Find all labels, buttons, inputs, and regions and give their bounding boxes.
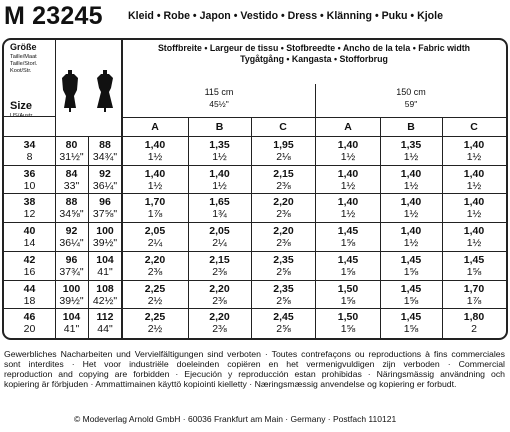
bust-cm: 84	[65, 167, 78, 180]
size-us-value: 10	[23, 179, 36, 192]
yard-value: 2⅛	[276, 151, 291, 163]
yard-value: 1⅝	[340, 294, 356, 307]
column-header-a: A	[151, 121, 159, 133]
size-value: 40	[23, 225, 36, 238]
meter-value: 1,70	[144, 196, 166, 209]
meter-value: 2,05	[209, 225, 230, 238]
column-header-b: B	[407, 121, 415, 133]
row-divider	[4, 280, 506, 281]
bust-in: 36¼"	[59, 237, 84, 250]
pattern-header	[4, 2, 504, 32]
meter-value: 1,40	[144, 167, 166, 180]
hip-in: 41"	[97, 265, 113, 278]
legal-line: Gewerbliches Nacharbeiten und Vervielfältigungen sind verboten · Toutes contrefaçons ou reproductions à fins commerciales	[4, 349, 505, 359]
yard-value: 1½	[340, 208, 356, 221]
yard-value: 1¾	[212, 208, 227, 221]
hip-in: 37⅝"	[92, 208, 118, 221]
bust-in: 33"	[63, 179, 80, 192]
hip-in: 36¼"	[92, 179, 118, 192]
yard-value: 1⅝	[466, 265, 482, 278]
width-150-cm: 150 cm	[396, 87, 426, 97]
meter-value: 2,45	[273, 311, 294, 324]
yardage-table	[2, 38, 508, 340]
bust-in: 34⅝"	[59, 208, 84, 221]
legal-line: reproduction and copying are forbidden · Ejecución y reproducción estan prohibidas · Näringsmässig användning och	[4, 369, 505, 379]
hip-figure-icon	[93, 70, 117, 112]
meter-value: 1,35	[209, 139, 230, 151]
yard-value: 2⅝	[276, 323, 291, 336]
meter-value: 1,65	[209, 196, 230, 209]
row-divider	[4, 116, 55, 117]
size-label: Größe	[10, 42, 37, 52]
yard-value: 2⅜	[276, 237, 291, 250]
yard-value: 2⅝	[276, 294, 291, 307]
meter-value: 1,45	[463, 253, 485, 266]
hip-cm: 112	[96, 311, 114, 324]
meter-value: 1,40	[463, 225, 485, 238]
meter-value: 1,40	[337, 139, 359, 151]
size-value: 42	[23, 253, 36, 266]
yard-value: 1½	[466, 208, 482, 221]
yard-value: 2⅜	[276, 179, 291, 192]
meter-value: 1,50	[337, 311, 359, 324]
row-divider	[4, 251, 506, 252]
yard-value: 1½	[147, 179, 163, 192]
row-divider	[122, 117, 506, 118]
bust-cm: 92	[65, 225, 78, 238]
meter-value: 1,40	[144, 139, 166, 151]
row-divider	[4, 136, 506, 137]
hip-in: 39½"	[92, 237, 118, 250]
meter-value: 2,20	[273, 196, 294, 209]
size-value: 46	[23, 311, 36, 324]
row-divider	[4, 193, 506, 194]
column-header-c: C	[279, 121, 287, 133]
yard-value: 2⅜	[212, 294, 227, 307]
yard-value: 1⅝	[403, 294, 419, 307]
meter-value: 1,40	[337, 167, 359, 180]
meter-value: 1,35	[400, 139, 422, 151]
yard-value: 2½	[147, 294, 163, 307]
bust-in: 37¾"	[59, 265, 84, 278]
fabric-width-title: Stoffbreite • Largeur de tissu • Stofbreedte • Ancho de la tela • Fabric width Tygåtgång • Kangasta • Stofforbrug	[157, 43, 471, 64]
meter-value: 2,05	[144, 225, 166, 238]
row-divider	[4, 222, 506, 223]
column-header-c: C	[470, 121, 478, 133]
bust-in: 31½"	[59, 151, 84, 163]
meter-value: 1,80	[463, 311, 485, 324]
publisher-copyright: © Modeverlag Arnold GmbH · 60036 Frankfurt am Main · Germany · Postfach 110121	[74, 414, 397, 424]
size-sublabel: Taille/Storl.	[10, 61, 38, 67]
column-header-a: A	[344, 121, 352, 133]
hip-cm: 104	[96, 253, 114, 266]
meter-value: 2,15	[209, 253, 230, 266]
hip-in: 42½"	[92, 294, 118, 307]
size-us-value: 8	[26, 151, 33, 163]
yard-value: 1⅞	[147, 208, 163, 221]
bust-figure-icon	[58, 70, 82, 112]
bust-cm: 100	[62, 282, 81, 295]
yard-value: 1⅝	[340, 265, 356, 278]
bust-cm: 80	[65, 139, 78, 151]
width-115-cm: 115 cm	[204, 87, 234, 97]
size-us-value: 16	[23, 265, 36, 278]
yard-value: 1½	[403, 151, 419, 163]
hip-cm: 100	[96, 225, 114, 238]
yard-value: 1½	[340, 179, 356, 192]
size-sublabel: Koot/Str.	[10, 68, 32, 74]
yard-value: 1½	[466, 237, 482, 250]
yard-value: 2⅜	[212, 323, 227, 336]
yard-value: 1½	[403, 237, 419, 250]
yard-value: 1½	[403, 179, 419, 192]
yard-value: 2	[471, 323, 477, 336]
bust-cm: 104	[62, 311, 81, 324]
yard-value: 1⅞	[466, 294, 482, 307]
meter-value: 1,40	[400, 167, 422, 180]
yard-value: 2¼	[147, 237, 163, 250]
meter-value: 2,25	[144, 282, 166, 295]
meter-value: 2,20	[209, 311, 230, 324]
width-115-in: 45½"	[209, 99, 229, 109]
meter-value: 1,45	[400, 282, 422, 295]
pattern-number: M 23245	[4, 2, 103, 30]
garment-names: Kleid • Robe • Japon • Vestido • Dress • Klänning • Puku • Kjole	[128, 10, 443, 22]
size-us-value: 14	[23, 237, 36, 250]
yard-value: 1½	[212, 151, 227, 163]
yard-value: 2¼	[212, 237, 227, 250]
meter-value: 1,40	[337, 196, 359, 209]
meter-value: 2,20	[144, 253, 166, 266]
meter-value: 2,35	[273, 282, 294, 295]
meter-value: 1,40	[209, 167, 230, 180]
hip-cm: 96	[99, 196, 111, 209]
yard-value: 2⅜	[147, 265, 163, 278]
yard-value: 1½	[466, 151, 482, 163]
legal-line: kopiering är förbjuden · Ammattimainen käyttö kopiointi kielletty · Næringsmæssig anvendelse og kopiering er forbudt.	[4, 379, 457, 389]
size-value: 34	[23, 139, 36, 151]
bust-in: 41"	[63, 323, 80, 336]
yard-value: 1⅝	[403, 323, 419, 336]
meter-value: 1,50	[337, 282, 359, 295]
bust-cm: 96	[65, 253, 78, 266]
meter-value: 1,40	[463, 196, 485, 209]
meter-value: 1,40	[463, 139, 485, 151]
yard-value: 2⅝	[276, 265, 291, 278]
bust-cm: 88	[65, 196, 78, 209]
meter-value: 1,45	[400, 253, 422, 266]
meter-value: 2,20	[273, 225, 294, 238]
size-us-value: 20	[23, 323, 36, 336]
yard-value: 1½	[403, 208, 419, 221]
row-divider	[4, 308, 506, 309]
size-value: 38	[23, 196, 36, 209]
legal-line: sont interdites · Het voor industriële doeleinden copiëren en het vermenigvuldigen zijn verboden · Commercial	[4, 359, 505, 369]
bust-in: 39½"	[59, 294, 84, 307]
meter-value: 1,70	[463, 282, 485, 295]
size-us-value: 18	[23, 294, 36, 307]
size-label-us: Size	[10, 100, 33, 112]
yard-value: 1⅝	[340, 237, 356, 250]
hip-cm: 88	[99, 139, 111, 151]
meter-value: 1,45	[400, 311, 422, 324]
meter-value: 1,40	[463, 167, 485, 180]
yard-value: 1⅝	[403, 265, 419, 278]
hip-cm: 92	[99, 167, 111, 180]
meter-value: 1,40	[400, 196, 422, 209]
yard-value: 2⅜	[276, 208, 291, 221]
meter-value: 1,45	[337, 253, 359, 266]
yard-value: 1½	[340, 151, 356, 163]
hip-in: 44"	[97, 323, 113, 336]
hip-in: 34¾"	[92, 151, 118, 163]
row-divider	[4, 165, 506, 166]
yard-value: 2½	[147, 323, 163, 336]
meter-value: 2,35	[273, 253, 294, 266]
meter-value: 1,45	[337, 225, 359, 238]
yard-value: 2⅜	[212, 265, 227, 278]
legal-notice	[4, 349, 505, 389]
meter-value: 2,20	[209, 282, 230, 295]
meter-value: 1,95	[273, 139, 294, 151]
hip-cm: 108	[96, 282, 114, 295]
size-sublabel: Taille/Maat	[10, 54, 37, 60]
meter-value: 2,25	[144, 311, 166, 324]
meter-value: 1,40	[400, 225, 422, 238]
size-value: 36	[23, 167, 36, 180]
yard-value: 1½	[147, 151, 163, 163]
width-150-in: 59"	[404, 99, 418, 109]
yard-value: 1½	[212, 179, 227, 192]
column-header-b: B	[215, 121, 224, 133]
yard-value: 1⅝	[340, 323, 356, 336]
size-value: 44	[23, 282, 36, 295]
meter-value: 2,15	[273, 167, 294, 180]
size-us-value: 12	[23, 208, 36, 221]
yard-value: 1½	[466, 179, 482, 192]
